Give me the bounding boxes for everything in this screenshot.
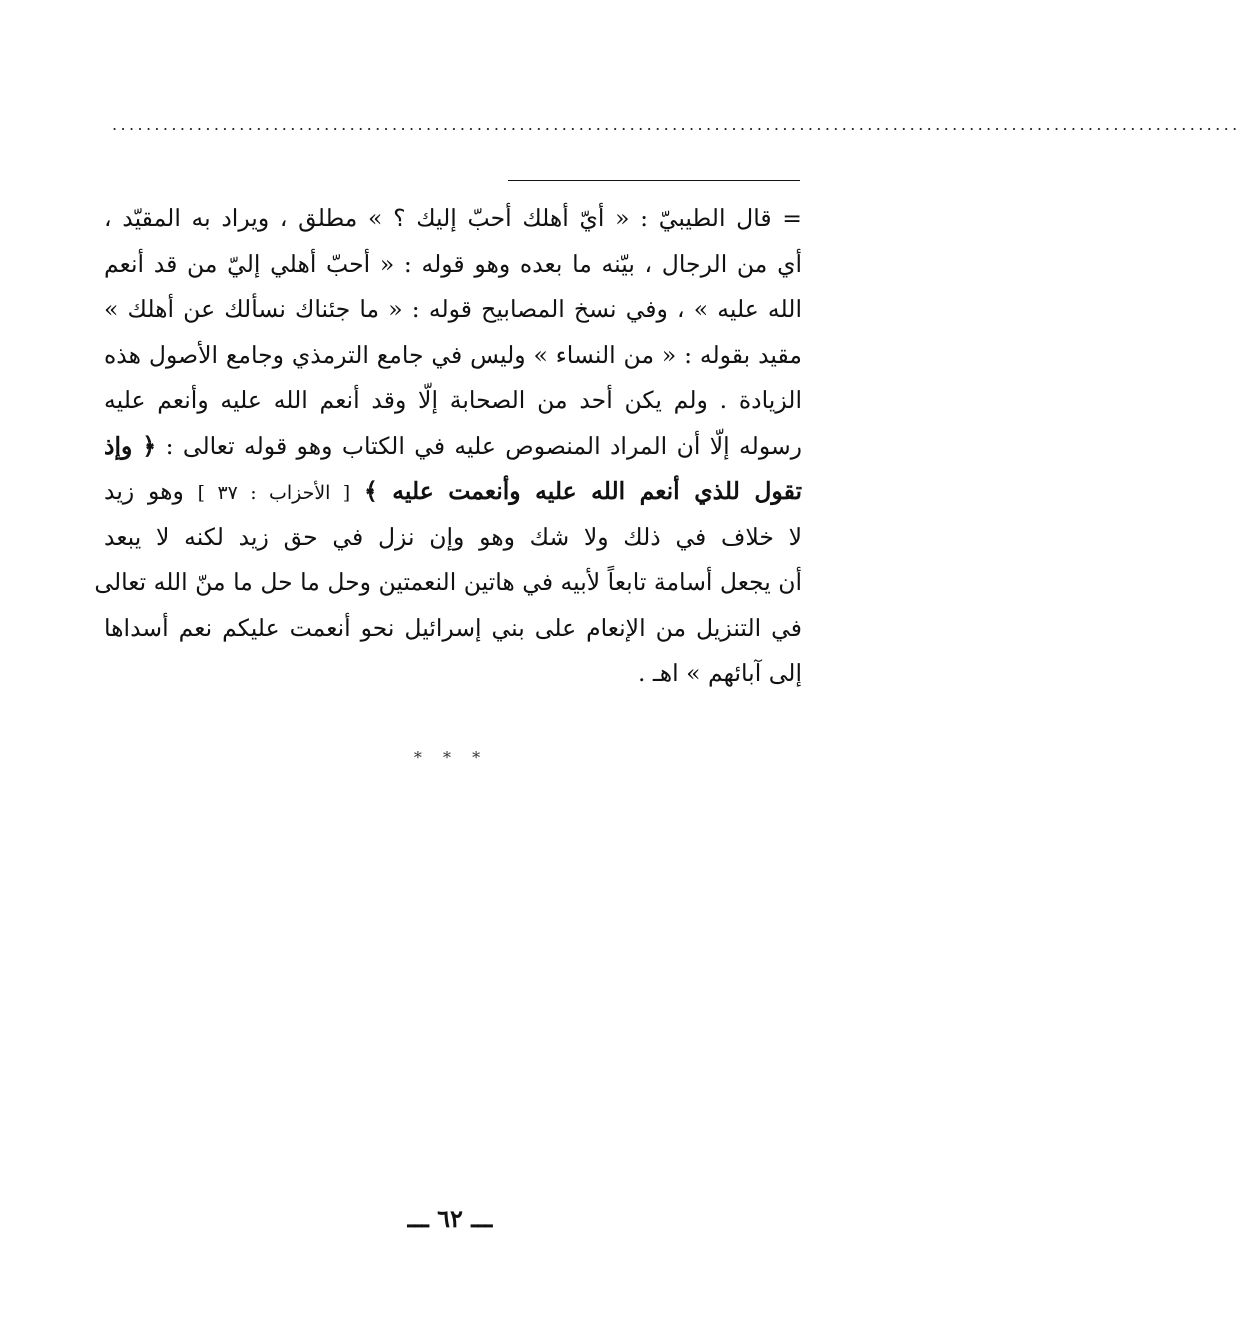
- footnote-line-6: [104, 424, 802, 470]
- footnote-line-7-text: وهو زيد: [104, 477, 184, 505]
- footnote-line-6-text: رسوله إلّا أن المراد المنصوص عليه في الكتاب وهو قوله تعالى :: [165, 431, 802, 460]
- dotted-separator: .....................................................................................................................................: [112, 115, 1241, 134]
- footnote-line-8: لا خلاف في ذلك ولا شك وهو وإن نزل في حق زيد لكنه لا يبعد: [104, 522, 802, 551]
- footnote-line-9: أن يجعل أسامة تابعاً لأبيه في هاتين النعمتين وحل ما حل ما منّ الله تعالى: [94, 568, 802, 596]
- quran-quote-end: تقول للذي أنعم الله عليه وأنعمت عليه ﴾: [364, 477, 802, 505]
- footnote-rule: [508, 180, 800, 181]
- footnote-line-5: الزيادة . ولم يكن أحد من الصحابة إلّا وقد أنعم الله عليه وأنعم عليه: [104, 386, 802, 414]
- quran-reference: [ الأحزاب : ٣٧ ]: [197, 482, 351, 504]
- footnote-line-10: في التنزيل من الإنعام على بني إسرائيل نحو أنعمت عليكم نعم أسداها: [104, 613, 802, 642]
- quran-quote-start: ﴿ وإذ: [104, 431, 157, 460]
- footnote-line-3: الله عليه » ، وفي نسخ المصابيح قوله : « ما جئناك نسألك عن أهلك »: [104, 295, 802, 323]
- footnote-line-2: أي من الرجال ، بيّنه ما بعده وهو قوله : « أحبّ أهلي إليّ من قد أنعم: [104, 249, 802, 278]
- footnote-line-11: إلى آبائهم » اهـ .: [637, 659, 802, 687]
- section-break-stars: * * *: [413, 748, 489, 767]
- footnote-line-4: مقيد بقوله : « من النساء » وليس في جامع الترمذي وجامع الأصول هذه: [104, 340, 802, 369]
- footnote-line-1: = قال الطيبيّ : « أيّ أهلك أحبّ إليك ؟ » مطلق ، ويراد به المقيّد ،: [104, 204, 802, 232]
- footnote-block: [94, 196, 802, 697]
- footnote-line-7: [104, 469, 802, 515]
- page-number: ـــ ٦٢ ـــ: [407, 1204, 493, 1233]
